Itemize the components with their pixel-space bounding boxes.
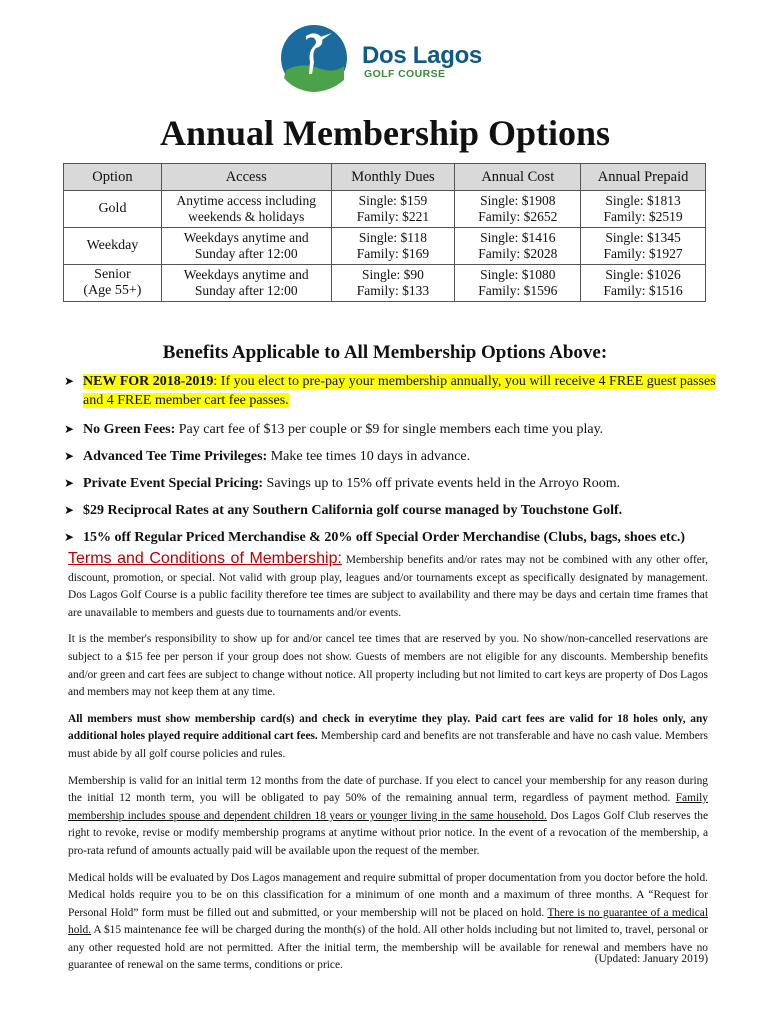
cell-line: Family: $2652 [478, 209, 558, 224]
arrow-bullet-icon: ➤ [64, 374, 75, 388]
benefit-text: Pay cart fee of $13 per couple or $9 for single members each time you play. [175, 422, 604, 437]
cell-line: Family: $1927 [603, 246, 683, 261]
benefit-bold: No Green Fees: [83, 422, 176, 437]
table-row [64, 265, 706, 302]
cell-line: Family: $1596 [478, 283, 558, 298]
cell-annual-prepaid [581, 228, 706, 265]
updated-date: (Updated: January 2019) [594, 953, 708, 965]
terms-bold-text: All members must show membership card(s) and check in everytime they play. Paid cart fees are valid for 18 holes only, any additional holes played require additional cart fees. [68, 712, 708, 743]
cell-line: Single: $159 [358, 193, 428, 208]
cell-annual-cost [455, 265, 581, 302]
cell-line: Single: $1813 [605, 193, 681, 208]
terms-underlined-text: Family membership includes spouse and dependent children 18 years or younger living in the same household. [68, 792, 708, 822]
terms-text: A $15 maintenance fee will be charged during the month(s) of the hold. All other holds including but not limited to, travel, personal or any other requested hold are not permitted. After the initial term, the membership will be available for renewal and members have no guarantee of renewal on the same terms, conditions or price. [68, 924, 708, 972]
cell-line: Single: $118 [358, 230, 428, 245]
cell-line: Anytime access including [176, 193, 316, 208]
benefit-item [64, 501, 724, 520]
cell-option [64, 191, 162, 228]
cell-line: Family: $1516 [603, 283, 683, 298]
terms-text: Membership benefits and/or rates may not be combined with any other offer, discount, promotion, or special. Not valid with group play, leagues and/or tournaments except as specifically designated by management. Dos Lagos Golf Course is a public facility therefore tee times are subject to availability and there may be days and certain time frames that are unavailable to members and guests due to tournaments and/or events. [68, 554, 708, 619]
cell-access [161, 265, 331, 302]
cell-option [64, 265, 162, 302]
cell-line: Senior [94, 267, 131, 282]
cell-line: Single: $1416 [480, 230, 556, 245]
cell-access [161, 191, 331, 228]
logo-subtitle: GOLF COURSE [364, 68, 446, 80]
cell-line: Single: $1345 [605, 230, 681, 245]
cell-line: Family: $2519 [603, 209, 683, 224]
arrow-bullet-icon: ➤ [64, 476, 75, 490]
cell-annual-cost [455, 191, 581, 228]
header-annual-prepaid: Annual Prepaid [581, 164, 706, 191]
cell-line: Gold [98, 201, 127, 216]
header-access: Access [161, 164, 331, 191]
membership-options-table [63, 163, 706, 302]
header-monthly-dues: Monthly Dues [331, 164, 455, 191]
header-annual-cost: Annual Cost [455, 164, 581, 191]
cell-line: weekends & holidays [188, 209, 305, 224]
cell-line: Single: $90 [362, 267, 424, 282]
arrow-bullet-icon: ➤ [64, 449, 75, 463]
cell-annual-cost [455, 228, 581, 265]
cell-monthly-dues [331, 191, 455, 228]
header-option: Option [64, 164, 162, 191]
cell-line: Weekdays anytime and [183, 267, 309, 282]
cell-access [161, 228, 331, 265]
table-header-row [64, 164, 706, 191]
benefit-item [64, 420, 724, 439]
benefit-bold: $29 Reciprocal Rates at any Southern California golf course managed by Touchstone Golf. [83, 503, 623, 518]
cell-line: Family: $133 [356, 283, 430, 298]
cell-line: Weekday [86, 238, 139, 253]
cell-line: Single: $1080 [480, 267, 556, 282]
cell-monthly-dues [331, 228, 455, 265]
terms-paragraph [68, 550, 708, 622]
cell-line: (Age 55+) [83, 283, 142, 298]
cell-line: Single: $1026 [605, 267, 681, 282]
benefit-item [64, 474, 724, 493]
terms-text: Dos Lagos Golf Club reserves the right to revoke, revise or modify membership programs at anytime without prior notice. In the event of a revocation of the membership, a pro-rata refund of amounts actually paid will be available upon the request of the member. [68, 809, 709, 857]
benefits-title: Benefits Applicable to All Membership Options Above: [162, 342, 608, 363]
terms-text: Membership card and benefits are not transferable and have no cash value. Members must abide by all golf course policies and rules. [68, 730, 708, 760]
terms-paragraph [68, 773, 708, 861]
benefit-item [64, 372, 724, 412]
terms-heading: Terms and Conditions of Membership: [68, 550, 342, 567]
benefit-bold: NEW FOR 2018-2019 [83, 374, 214, 389]
cell-line: Family: $221 [356, 209, 430, 224]
table-row [64, 228, 706, 265]
benefit-text: Savings up to 15% off private events held in the Arroyo Room. [263, 476, 621, 491]
cell-line: Family: $2028 [478, 246, 558, 261]
terms-text: Membership is valid for an initial term 12 months from the date of purchase. If you elect to cancel your membership for any reason during the initial 12 month term, you will be obligated to pay 50% of the remaining annual term, regardless of payment method. [68, 774, 708, 805]
terms-underlined-text: There is no guarantee of a medical hold. [68, 906, 708, 937]
terms-section [68, 550, 708, 984]
table-row [64, 191, 706, 228]
benefit-bold: 15% off Regular Priced Merchandise & 20% off Special Order Merchandise (Clubs, bags, shoes etc.) [83, 530, 686, 545]
cell-option [64, 228, 162, 265]
logo-name: Dos Lagos [362, 42, 482, 69]
arrow-bullet-icon: ➤ [64, 422, 75, 436]
page-title: Annual Membership Options [159, 113, 611, 153]
benefit-item [64, 528, 724, 547]
cell-line: Sunday after 12:00 [194, 283, 298, 298]
terms-paragraph: It is the member's responsibility to show up for and/or cancel tee times that are reserved by you. No show/non-cancelled reservations are subject to a $15 fee per person if your group does not show. Guests of members are not eligible for any discounts. Membership benefits and/or green and cart fees are subject to change without notice. All property including but not limited to cart keys are property of Dos Lagos and members may not keep them at any time. [68, 633, 708, 699]
cell-annual-prepaid [581, 265, 706, 302]
benefit-bold: Private Event Special Pricing: [83, 476, 264, 491]
benefits-list [64, 372, 724, 555]
benefit-highlight [83, 374, 716, 408]
cell-annual-prepaid [581, 191, 706, 228]
benefit-bold: Advanced Tee Time Privileges: [83, 449, 268, 464]
benefit-item [64, 447, 724, 466]
cell-line: Single: $1908 [480, 193, 556, 208]
logo-text [362, 44, 482, 80]
terms-text: Medical holds will be evaluated by Dos Lagos management and require submittal of proper documentation from you doctor before the hold. Medical holds require you to be on this classification for a minimum of one month and a maximum of three months. A “Request for Personal Hold” form must be filled out and submitted, or your membership will not be placed on hold. [68, 871, 708, 919]
arrow-bullet-icon: ➤ [64, 530, 75, 544]
benefit-text: : If you elect to pre-pay your membership annually, you will receive 4 FREE guest passes and 4 FREE member cart fee passes. [83, 374, 716, 408]
cell-line: Weekdays anytime and [183, 230, 309, 245]
terms-paragraph [68, 711, 708, 764]
cell-line: Sunday after 12:00 [194, 246, 298, 261]
cell-monthly-dues [331, 265, 455, 302]
cell-line: Family: $169 [356, 246, 430, 261]
benefit-text: Make tee times 10 days in advance. [267, 449, 471, 464]
arrow-bullet-icon: ➤ [64, 503, 75, 517]
